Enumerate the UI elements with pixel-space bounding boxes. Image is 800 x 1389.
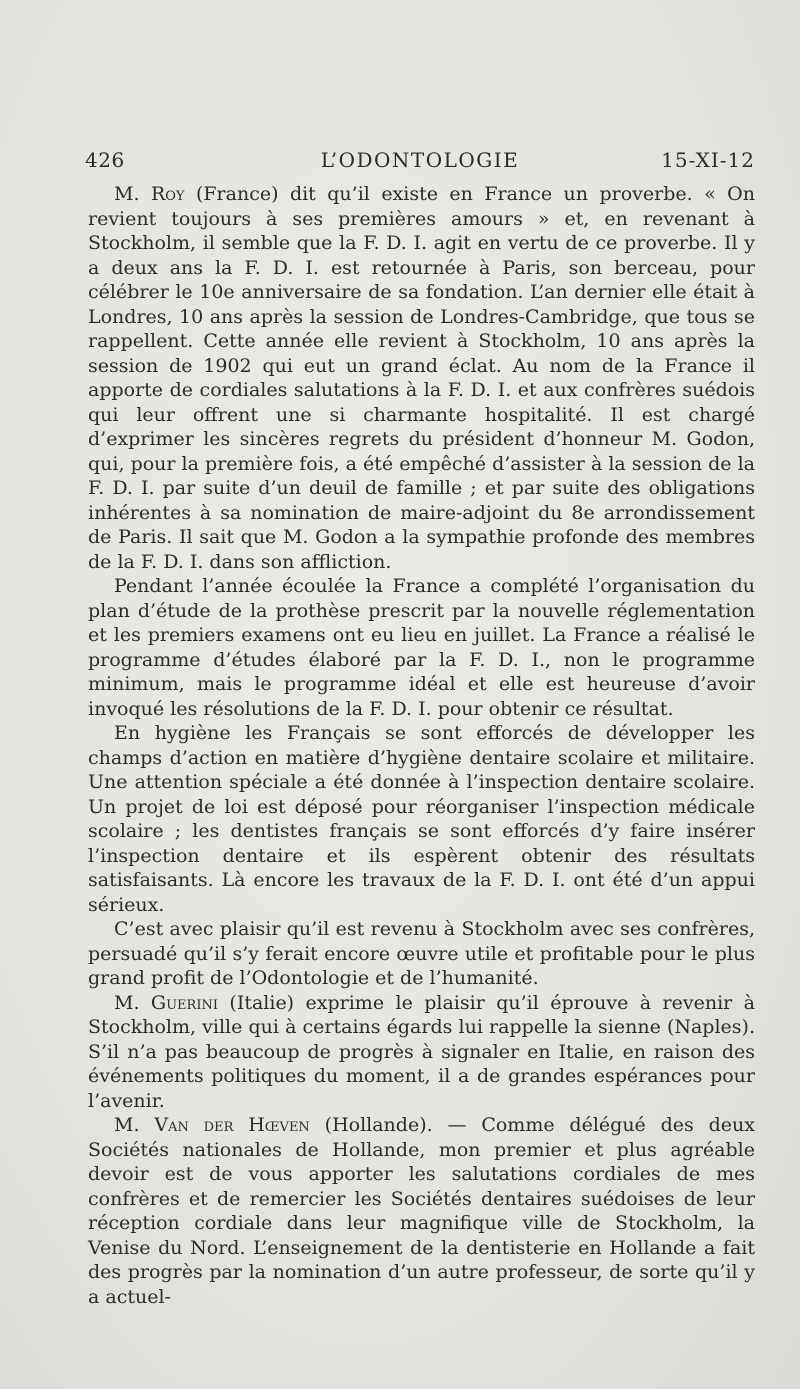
paragraph-text: C’est avec plaisir qu’il est revenu à Stockholm avec ses confrères, persuadé qu’il s’y ferait encore œuvre utile et profitable pour le plus grand profit de l’Odontologie et de l’humanité. xyxy=(88,918,755,989)
speaker-name: M. Guerini xyxy=(114,991,218,1014)
paragraph-text: Pendant l’année écoulée la France a complété l’organisation du plan d’étude de la prothèse prescrit par la nouvelle réglementation et les premiers examens ont eu lieu en juillet. La France a réalisé le programme d’études élaboré par la F. D. I., non le programme minimum, mais le programme idéal et elle est heureuse d’avoir invoqué les résolutions de la F. D. I. pour obtenir ce résultat. xyxy=(88,575,755,720)
running-header xyxy=(85,148,755,176)
speaker-name: M. Roy xyxy=(114,183,185,205)
paragraph-text: (Hollande). — Comme délégué des deux Sociétés nationales de Hollande, mon premier et plus agréable devoir est de vous apporter les salutations cordiales de mes confrères et de remercier les Sociétés dentaires suédoises de leur réception cordiale dans leur magnifique ville de Stockholm, la Venise du Nord. L’enseignement de la dentisterie en Hollande a fait des progrès par la nomination d’un autre professeur, de sorte qu’il y a actuel- xyxy=(88,1114,755,1308)
paragraph-van-der-hoeven xyxy=(88,1113,755,1309)
issue-date: 15-XI-12 xyxy=(661,148,755,172)
paragraph-prothese xyxy=(88,574,755,721)
paragraph-guerini xyxy=(88,991,755,1114)
paragraph-roy xyxy=(88,182,755,574)
page-number: 426 xyxy=(85,148,125,172)
paragraph-text: (France) dit qu’il existe en France un proverbe. « On revient toujours à ses premières amours » et, en revenant à Stockholm, il semble que la F. D. I. agit en vertu de ce proverbe. Il y a deux ans la F. D. I. est retournée à Paris, son berceau, pour célébrer le 10e anniversaire de sa fondation. L’an dernier elle était à Londres, 10 ans après la session de Londres-Cambridge, que tous se rappellent. Cette année elle revient à Stockholm, 10 ans après la session de 1902 qui eut un grand éclat. Au nom de la France il apporte de cordiales salutations à la F. D. I. et aux confrères suédois qui leur offrent une si charmante hospitalité. Il est chargé d’exprimer les sincères regrets du président d’honneur M. Godon, qui, pour la première fois, a été empêché d’assister à la session de la F. D. I. par suite d’un deuil de famille ; et par suite des obligations inhérentes à sa nomination de maire-adjoint du 8e arrondissement de Paris. Il sait que M. Godon a la sympathie profonde des membres de la F. D. I. dans son affliction. xyxy=(88,183,755,573)
paragraph-text: En hygiène les Français se sont efforcés de développer les champs d’action en matière d’hygiène dentaire scolaire et militaire. Une attention spéciale a été donnée à l’inspection dentaire scolaire. Un projet de loi est déposé pour réorganiser l’inspection médicale scolaire ; les dentistes français se sont efforcés d’y faire insérer l’inspection dentaire et ils espèrent obtenir des résultats satisfaisants. Là encore les travaux de la F. D. I. ont été d’un appui sérieux. xyxy=(88,722,755,916)
paragraph-hygiene xyxy=(88,721,755,917)
journal-title: L’ODONTOLOGIE xyxy=(320,148,520,172)
paragraph-text: (Italie) exprime le plaisir qu’il éprouve à revenir à Stockholm, ville qui à certains égards lui rappelle la sienne (Naples). S’il n’a pas beaucoup de progrès à signaler en Italie, en raison des événements politiques du moment, il a de grandes espérances pour l’avenir. xyxy=(88,991,755,1112)
body-text xyxy=(88,182,755,1309)
paragraph-plaisir xyxy=(88,917,755,991)
speaker-name: M. Van der Hœven xyxy=(114,1114,310,1136)
